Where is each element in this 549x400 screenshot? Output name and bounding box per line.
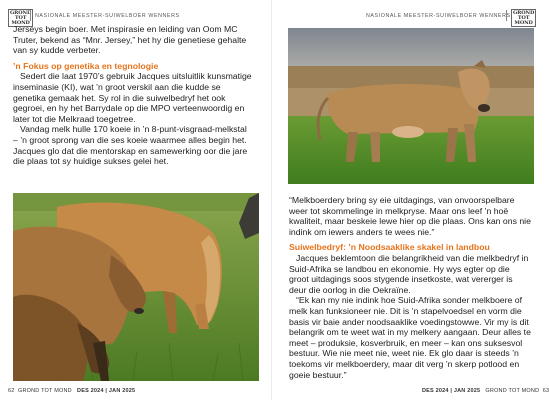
quote-paragraph: “Melkboerdery bring sy eie uitdagings, van onvoorspelbare weer tot skommelinge in melkpryse. Maar ons leef ’n hoë kwaliteit, maar beskeie lewe hier op die plaas. Ons kan ons nie indink om iewers anders te wees nie.” [289, 195, 531, 237]
body-paragraph: Vandag melk hulle 170 koeie in ’n 8-punt-visgraad-melkstal – ’n groot sprong van die ses koeie waarmee alles begin het. Jacques glo dat die mentorskap en samewerking oor die jare die plaas tot sy huidige sukses gelei het. [13, 124, 248, 167]
right-text-column [289, 195, 531, 380]
body-paragraph: Jacques beklemtoon die belangrikheid van die melkbedryf in Suid-Afrika se landbou en ekonomie. Hy wys egter op die groot uitdagings soos stygende insetkoste, wat vererger is deur die oorlog in die Oekraïne. [289, 252, 529, 295]
footer-issue: DES 2024 | JAN 2025 [77, 388, 136, 394]
intro-paragraph: Jerseys begin boer. Met inspirasie en leiding van Oom MC Truter, bekend as “Mnr. Jersey,” het hy die genetiese gehalte van sy kudde verbeter. [13, 24, 247, 56]
footer-issue: DES 2024 | JAN 2025 [422, 388, 481, 394]
magazine-logo: GROND TOT MOND [10, 9, 32, 26]
header-divider [506, 10, 507, 21]
left-text-column [13, 24, 253, 167]
magazine-logo: GROND TOT MOND [513, 9, 535, 26]
section-heading: Suiwelbedryf: ’n Noodsaaklike skakel in landbou [289, 242, 490, 253]
section-heading: ’n Fokus op genetika en tegnologie [13, 60, 159, 71]
footer-brand: GROND TOT MOND [485, 388, 540, 394]
jersey-cow-photo [288, 28, 534, 184]
body-paragraph: “Ek kan my nie indink hoe Suid-Afrika sonder melkboere of melk kan funksioneer nie. Dit is ’n stapelvoedsel en vorm die basis vir baie ander noodsaaklike voedingstowwe. Vir my is dit belangrik om te weet wat in my melkery aangaan. Deur alles te meet – produksie, kosverbruik, en meer – kan ons suksesvol bestuur. Wie nie meet nie, weet nie. Ek glo daar is steeds ’n toekoms vir melkboerdery, maar dit verg ’n skerp potlood en goeie bestuur.” [289, 295, 531, 380]
section-label: NASIONALE MEESTER-SUIWELBOER WENNERS [366, 13, 511, 19]
left-page [0, 0, 272, 400]
page-footer [422, 388, 549, 394]
page-number: 63 [542, 388, 549, 394]
body-paragraph: Sedert die laat 1970’s gebruik Jacques uitsluitlik kunsmatige inseminasie (KI), wat ’n groot verskil aan die kudde se genetika gemaak het. Sy rol in die suiwelbedryf het ook gegroei, en hy het Barrydale op die MPO verteenwoordig en later tot die Melkraad toegetree. [13, 71, 252, 124]
cows-grazing-photo [13, 193, 259, 381]
section-label: NASIONALE MEESTER-SUIWELBOER WENNERS [35, 13, 180, 19]
page-footer [8, 388, 135, 394]
footer-brand: GROND TOT MOND [18, 388, 72, 394]
right-page [272, 0, 549, 400]
page-number: 62 [8, 388, 15, 394]
header-divider [30, 10, 31, 21]
